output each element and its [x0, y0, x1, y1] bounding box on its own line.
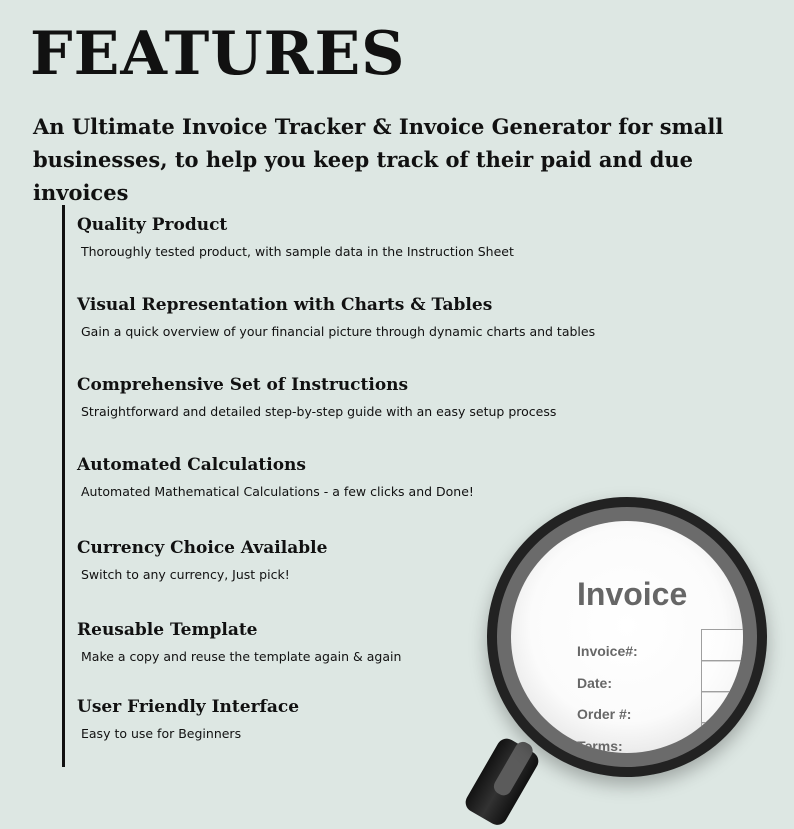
- feature-description: Thoroughly tested product, with sample data in the Instruction Sheet: [81, 244, 514, 259]
- feature-title: Currency Choice Available: [77, 538, 328, 558]
- feature-item-instructions: [77, 375, 557, 420]
- invoice-date-label: Date:: [577, 675, 613, 691]
- feature-item-currency-choice: [77, 538, 517, 583]
- feature-item-visual-representation: [77, 295, 596, 340]
- feature-description: Gain a quick overview of your financial picture through dynamic charts and tables: [81, 324, 596, 339]
- invoice-preview-title: Invoice: [577, 576, 688, 612]
- page-title: FEATURES: [30, 19, 406, 89]
- feature-item-reusable-template: [77, 620, 517, 665]
- invoice-order-label: Order #:: [577, 706, 632, 722]
- feature-description: Automated Mathematical Calculations - a few clicks and Done!: [81, 484, 474, 499]
- feature-description: Straightforward and detailed step-by-step guide with an easy setup process: [81, 404, 557, 419]
- feature-title: Reusable Template: [77, 620, 258, 640]
- feature-title: Comprehensive Set of Instructions: [77, 375, 409, 395]
- feature-title: Visual Representation with Charts & Tables: [77, 295, 493, 315]
- feature-item-user-friendly-interface: [77, 697, 517, 742]
- feature-title: Quality Product: [77, 215, 228, 235]
- feature-item-automated-calculations: [77, 455, 517, 500]
- invoice-terms-label: Terms:: [577, 738, 623, 753]
- feature-description: Easy to use for Beginners: [81, 726, 242, 741]
- invoice-order-field: [701, 691, 743, 724]
- invoice-terms-field: [701, 722, 743, 753]
- magnifier-rim: [497, 507, 757, 767]
- invoice-number-label: Invoice#:: [577, 643, 638, 659]
- feature-description: Switch to any currency, Just pick!: [81, 567, 290, 582]
- invoice-number-field: [701, 629, 743, 662]
- magnifying-glass-icon: [487, 497, 767, 777]
- page-subtitle: An Ultimate Invoice Tracker & Invoice Generator for small businesses, to help you keep track of their paid and due invoices: [33, 114, 724, 205]
- invoice-date-field: [701, 660, 743, 693]
- invoice-preview-lens: [511, 521, 743, 753]
- feature-item-quality-product: [77, 215, 517, 260]
- feature-title: User Friendly Interface: [77, 697, 300, 717]
- feature-title: Automated Calculations: [77, 455, 306, 475]
- feature-description: Make a copy and reuse the template again & again: [81, 649, 402, 664]
